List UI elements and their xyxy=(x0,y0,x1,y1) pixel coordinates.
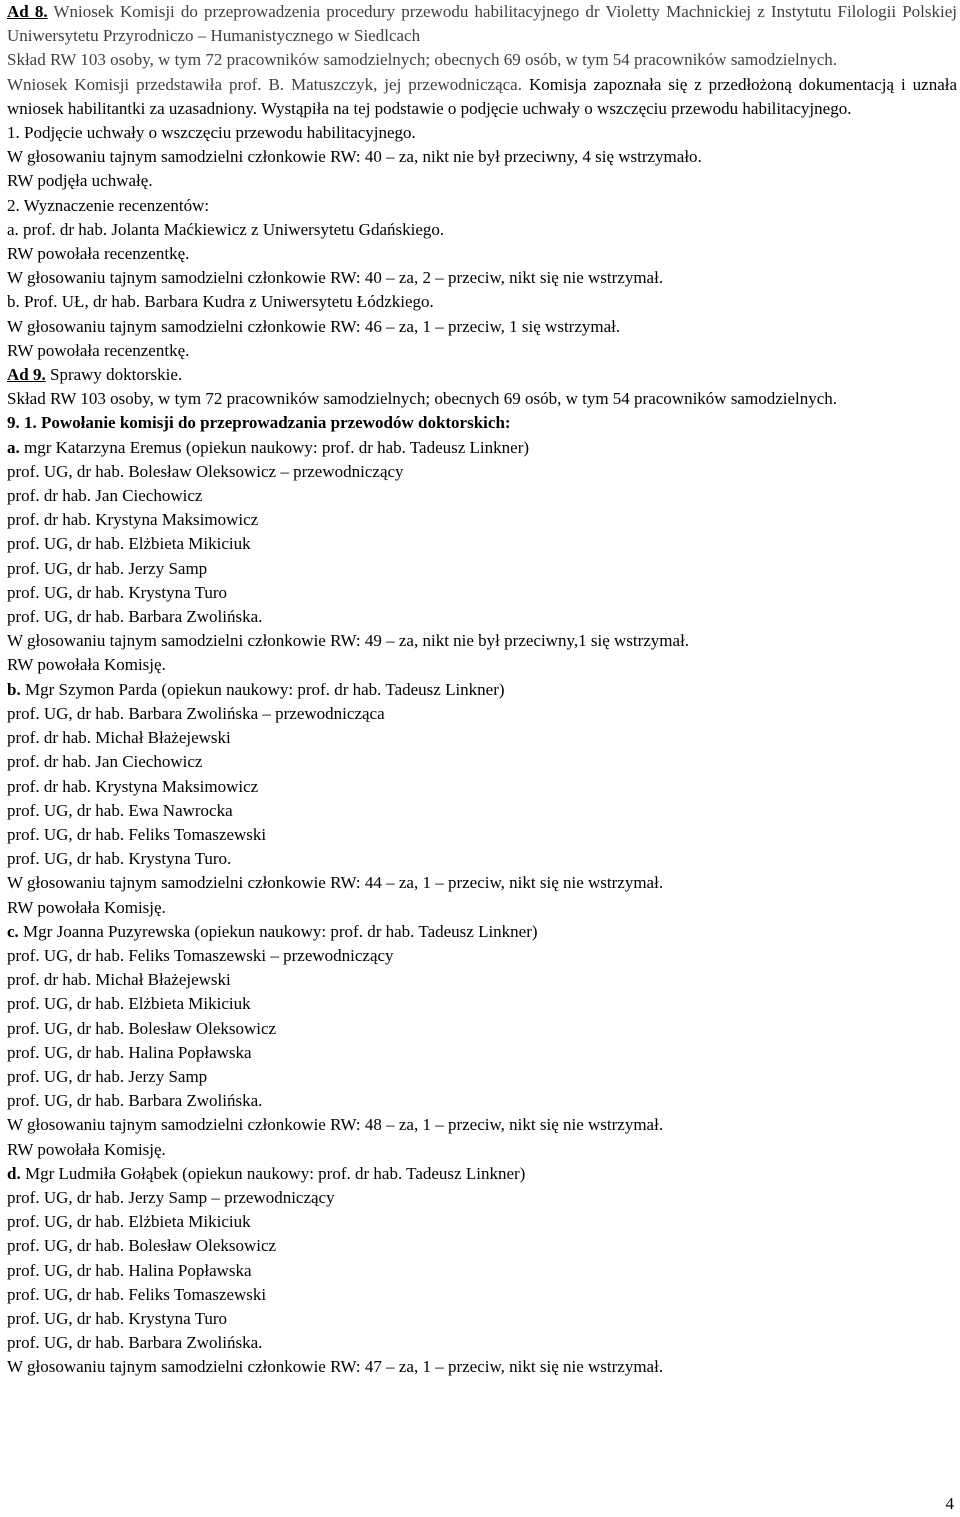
committee-candidate xyxy=(7,436,957,460)
ad8-line: RW powołała recenzentkę. xyxy=(7,244,190,264)
ad9-title: Sprawy doktorskie. xyxy=(49,365,183,385)
ad8-sklad: Skład RW 103 osoby, w tym 72 pracowników samodzielnych; obecnych 69 osób, w tym 54 pracowników samodzielnych. xyxy=(7,50,838,70)
committee-c xyxy=(7,920,957,1162)
candidate-text: Mgr Ludmiła Gołąbek (opiekun naukowy: prof. dr hab. Tadeusz Linkner) xyxy=(24,1163,526,1183)
committee-member: prof. dr hab. Krystyna Maksimowicz xyxy=(7,510,259,530)
document-page xyxy=(7,0,957,1380)
ad9-sklad: Skład RW 103 osoby, w tym 72 pracowników samodzielnych; obecnych 69 osób, w tym 54 pracowników samodzielnych. xyxy=(7,389,838,409)
committee-member: prof. UG, dr hab. Elżbieta Mikiciuk xyxy=(7,1212,251,1232)
committee-letter: d. xyxy=(7,1163,21,1183)
ad8-wniosek xyxy=(7,73,957,121)
committee-result: RW powołała Komisję. xyxy=(7,655,166,675)
committee-member: prof. UG, dr hab. Elżbieta Mikiciuk xyxy=(7,534,251,554)
candidate-text: Mgr Joanna Puzyrewska (opiekun naukowy: prof. dr hab. Tadeusz Linkner) xyxy=(23,921,538,941)
committee-member: prof. UG, dr hab. Barbara Zwolińska. xyxy=(7,607,263,627)
committee-member: prof. UG, dr hab. Bolesław Oleksowicz xyxy=(7,1018,277,1038)
committee-member: prof. UG, dr hab. Barbara Zwolińska. xyxy=(7,1091,263,1111)
ad8-wniosek-decision: Komisja zapoznała się z przedłożoną dokumentacją i uznała wniosek habilitantki za uzasadniony. Wystąpiła na tej podstawie o podjęcie uchwały o wszczęciu przewodu habilitacyjnego. xyxy=(7,74,958,118)
committee-member: prof. UG, dr hab. Elżbieta Mikiciuk xyxy=(7,994,251,1014)
committee-member: prof. UG, dr hab. Jerzy Samp – przewodniczący xyxy=(7,1187,335,1207)
committee-member: prof. UG, dr hab. Feliks Tomaszewski xyxy=(7,1284,267,1304)
committee-member: prof. UG, dr hab. Krystyna Turo xyxy=(7,582,228,602)
committee-member: prof. dr hab. Jan Ciechowicz xyxy=(7,486,203,506)
committee-letter: a. xyxy=(7,437,20,457)
ad9-subsection-heading xyxy=(7,411,957,435)
ad8-line: b. Prof. UŁ, dr hab. Barbara Kudra z Uniwersytetu Łódzkiego. xyxy=(7,292,434,312)
committee-member: prof. dr hab. Jan Ciechowicz xyxy=(7,752,203,772)
committee-member: prof. UG, dr hab. Halina Popławska xyxy=(7,1260,252,1280)
committee-member: prof. UG, dr hab. Feliks Tomaszewski – przewodniczący xyxy=(7,945,394,965)
committee-letter: c. xyxy=(7,921,19,941)
ad9-heading-line xyxy=(7,363,957,387)
committee-b xyxy=(7,678,957,920)
page-number: 4 xyxy=(945,1494,954,1513)
committee-member: prof. UG, dr hab. Krystyna Turo xyxy=(7,1308,228,1328)
committee-member: prof. dr hab. Krystyna Maksimowicz xyxy=(7,776,259,796)
committee-member: prof. UG, dr hab. Bolesław Oleksowicz xyxy=(7,1236,277,1256)
committee-a xyxy=(7,436,957,678)
ad8-line: W głosowaniu tajnym samodzielni członkowie RW: 40 – za, nikt nie był przeciwny, 4 się wstrzymało. xyxy=(7,147,702,167)
committee-candidate xyxy=(7,920,957,944)
committee-member: prof. UG, dr hab. Barbara Zwolińska – przewodnicząca xyxy=(7,703,385,723)
ad8-intro-paragraph xyxy=(7,0,957,48)
ad8-line: 1. Podjęcie uchwały o wszczęciu przewodu habilitacyjnego. xyxy=(7,123,416,143)
ad8-line: RW powołała recenzentkę. xyxy=(7,340,190,360)
ad8-lines xyxy=(7,121,957,363)
committee-member: prof. dr hab. Michał Błażejewski xyxy=(7,728,231,748)
committee-d xyxy=(7,1162,957,1380)
committee-vote: W głosowaniu tajnym samodzielni członkowie RW: 48 – za, 1 – przeciw, nikt się nie wstrzymał. xyxy=(7,1115,664,1135)
committee-member: prof. UG, dr hab. Ewa Nawrocka xyxy=(7,800,233,820)
committee-member: prof. UG, dr hab. Barbara Zwolińska. xyxy=(7,1333,263,1353)
committee-vote: W głosowaniu tajnym samodzielni członkowie RW: 44 – za, 1 – przeciw, nikt się nie wstrzymał. xyxy=(7,873,664,893)
ad8-wniosek-presenter: Wniosek Komisji przedstawiła prof. B. Matuszczyk, jej przewodnicząca. xyxy=(7,74,522,94)
committee-member: prof. UG, dr hab. Jerzy Samp xyxy=(7,1066,208,1086)
ad8-line: RW podjęła uchwałę. xyxy=(7,171,153,191)
committee-candidate xyxy=(7,1162,957,1186)
ad8-intro-text: Wniosek Komisji do przeprowadzenia procedury przewodu habilitacyjnego dr Violetty Machnickiej z Instytutu Filologii Polskiej Uniwersytetu Przyrodniczo – Humanistycznego w Siedlcach xyxy=(7,2,957,46)
committee-member: prof. dr hab. Michał Błażejewski xyxy=(7,970,231,990)
ad9-subsection-number: 9. 1. xyxy=(7,413,37,433)
ad8-line: 2. Wyznaczenie recenzentów: xyxy=(7,195,210,215)
committee-vote: W głosowaniu tajnym samodzielni członkowie RW: 47 – za, 1 – przeciw, nikt się nie wstrzymał. xyxy=(7,1357,664,1377)
committee-result: RW powołała Komisję. xyxy=(7,1139,166,1159)
committee-member: prof. UG, dr hab. Jerzy Samp xyxy=(7,558,208,578)
committee-letter: b. xyxy=(7,679,21,699)
committee-member: prof. UG, dr hab. Halina Popławska xyxy=(7,1042,252,1062)
committee-vote: W głosowaniu tajnym samodzielni członkowie RW: 49 – za, nikt nie był przeciwny,1 się wstrzymał. xyxy=(7,631,690,651)
committee-result: RW powołała Komisję. xyxy=(7,897,166,917)
committee-candidate xyxy=(7,678,957,702)
ad8-heading: Ad 8. xyxy=(7,2,48,21)
ad8-line: W głosowaniu tajnym samodzielni członkowie RW: 46 – za, 1 – przeciw, 1 się wstrzymał. xyxy=(7,316,621,336)
ad9-subsection-title: Powołanie komisji do przeprowadzania przewodów doktorskich: xyxy=(41,413,511,433)
candidate-text: Mgr Szymon Parda (opiekun naukowy: prof. dr hab. Tadeusz Linkner) xyxy=(24,679,505,699)
ad9-heading: Ad 9. xyxy=(7,365,46,385)
committee-member: prof. UG, dr hab. Krystyna Turo. xyxy=(7,849,232,869)
committee-member: prof. UG, dr hab. Bolesław Oleksowicz – przewodniczący xyxy=(7,461,404,481)
ad8-line: a. prof. dr hab. Jolanta Maćkiewicz z Uniwersytetu Gdańskiego. xyxy=(7,219,445,239)
committee-member: prof. UG, dr hab. Feliks Tomaszewski xyxy=(7,824,267,844)
candidate-text: mgr Katarzyna Eremus (opiekun naukowy: prof. dr hab. Tadeusz Linkner) xyxy=(24,437,530,457)
ad8-line: W głosowaniu tajnym samodzielni członkowie RW: 40 – za, 2 – przeciw, nikt się nie wstrzymał. xyxy=(7,268,664,288)
